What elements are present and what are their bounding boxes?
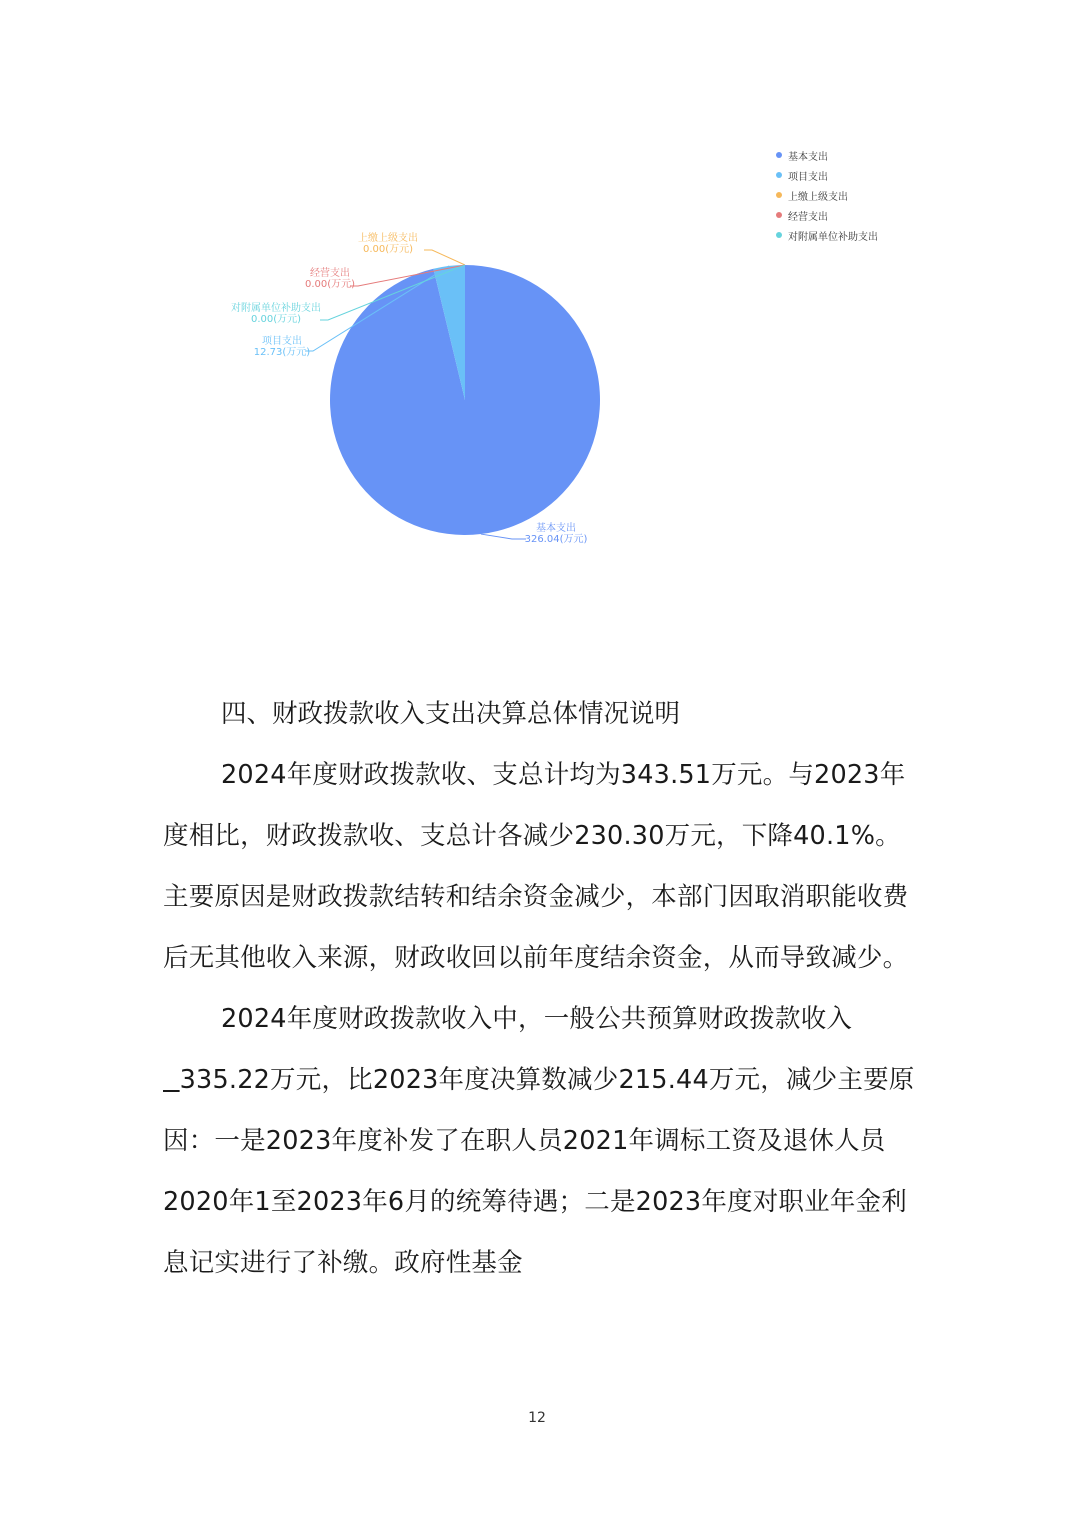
data-label-value: 326.04(万元) [524,534,588,545]
data-label-value: 12.73(万元) [253,347,311,358]
paragraph-1: 2024年度财政拨款收、支总计均为343.51万元。与2023年度相比，财政拨款收、支总计各减少230.30万元，下降40.1%。主要原因是财政拨款结转和结余资金减少，本部门因取消职能收费后无其他收入来源，财政收回以前年度结余资金，从而导致减少。 [163,760,909,973]
pie-chart [0,0,1074,620]
paragraph-2-rest: 335.22万元，比2023年度决算数减少215.44万元，减少主要原因：一是2023年度补发了在职人员2021年调标工资及退休人员2020年1至2023年6月的统筹待遇；二是2023年度对职业年金利息记实进行了补缴。政府性基金 [163,1065,915,1278]
legend-item-basic[interactable] [776,145,878,165]
legend-swatch-icon [776,152,782,158]
legend-swatch-icon [776,172,782,178]
legend-item-subsidy[interactable] [776,225,878,245]
data-label-value: 0.00(万元) [362,244,414,255]
data-label-name: 基本支出 [536,523,576,534]
data-label-name: 项目支出 [262,336,302,347]
leader-line [481,534,526,539]
legend-swatch-icon [776,192,782,198]
legend-item-operating[interactable] [776,205,878,225]
legend-item-project[interactable] [776,165,878,185]
legend-swatch-icon [776,232,782,238]
leader-line [424,250,465,265]
legend-label: 对附属单位补助支出 [788,231,878,243]
section-body [163,745,915,1294]
legend-label: 上缴上级支出 [788,191,848,203]
paragraph-2 [163,989,915,1294]
page-number: 12 [528,1410,546,1426]
legend-swatch-icon [776,212,782,218]
section-heading: 四、财政拨款收入支出决算总体情况说明 [221,699,681,729]
paragraph-2-blank [163,1065,180,1095]
data-label-name: 经营支出 [310,268,350,279]
legend-item-upper[interactable] [776,185,878,205]
data-label-value: 0.00(万元) [250,314,302,325]
data-label-name: 上缴上级支出 [358,233,418,244]
paragraph-2-lead: 2024年度财政拨款收入中，一般公共预算财政拨款收入 [221,1004,853,1034]
legend-label: 基本支出 [788,151,828,163]
chart-legend [776,145,878,245]
data-label-value: 0.00(万元) [304,279,356,290]
legend-label: 项目支出 [788,171,828,183]
legend-label: 经营支出 [788,211,828,223]
data-label-name: 对附属单位补助支出 [231,303,321,314]
